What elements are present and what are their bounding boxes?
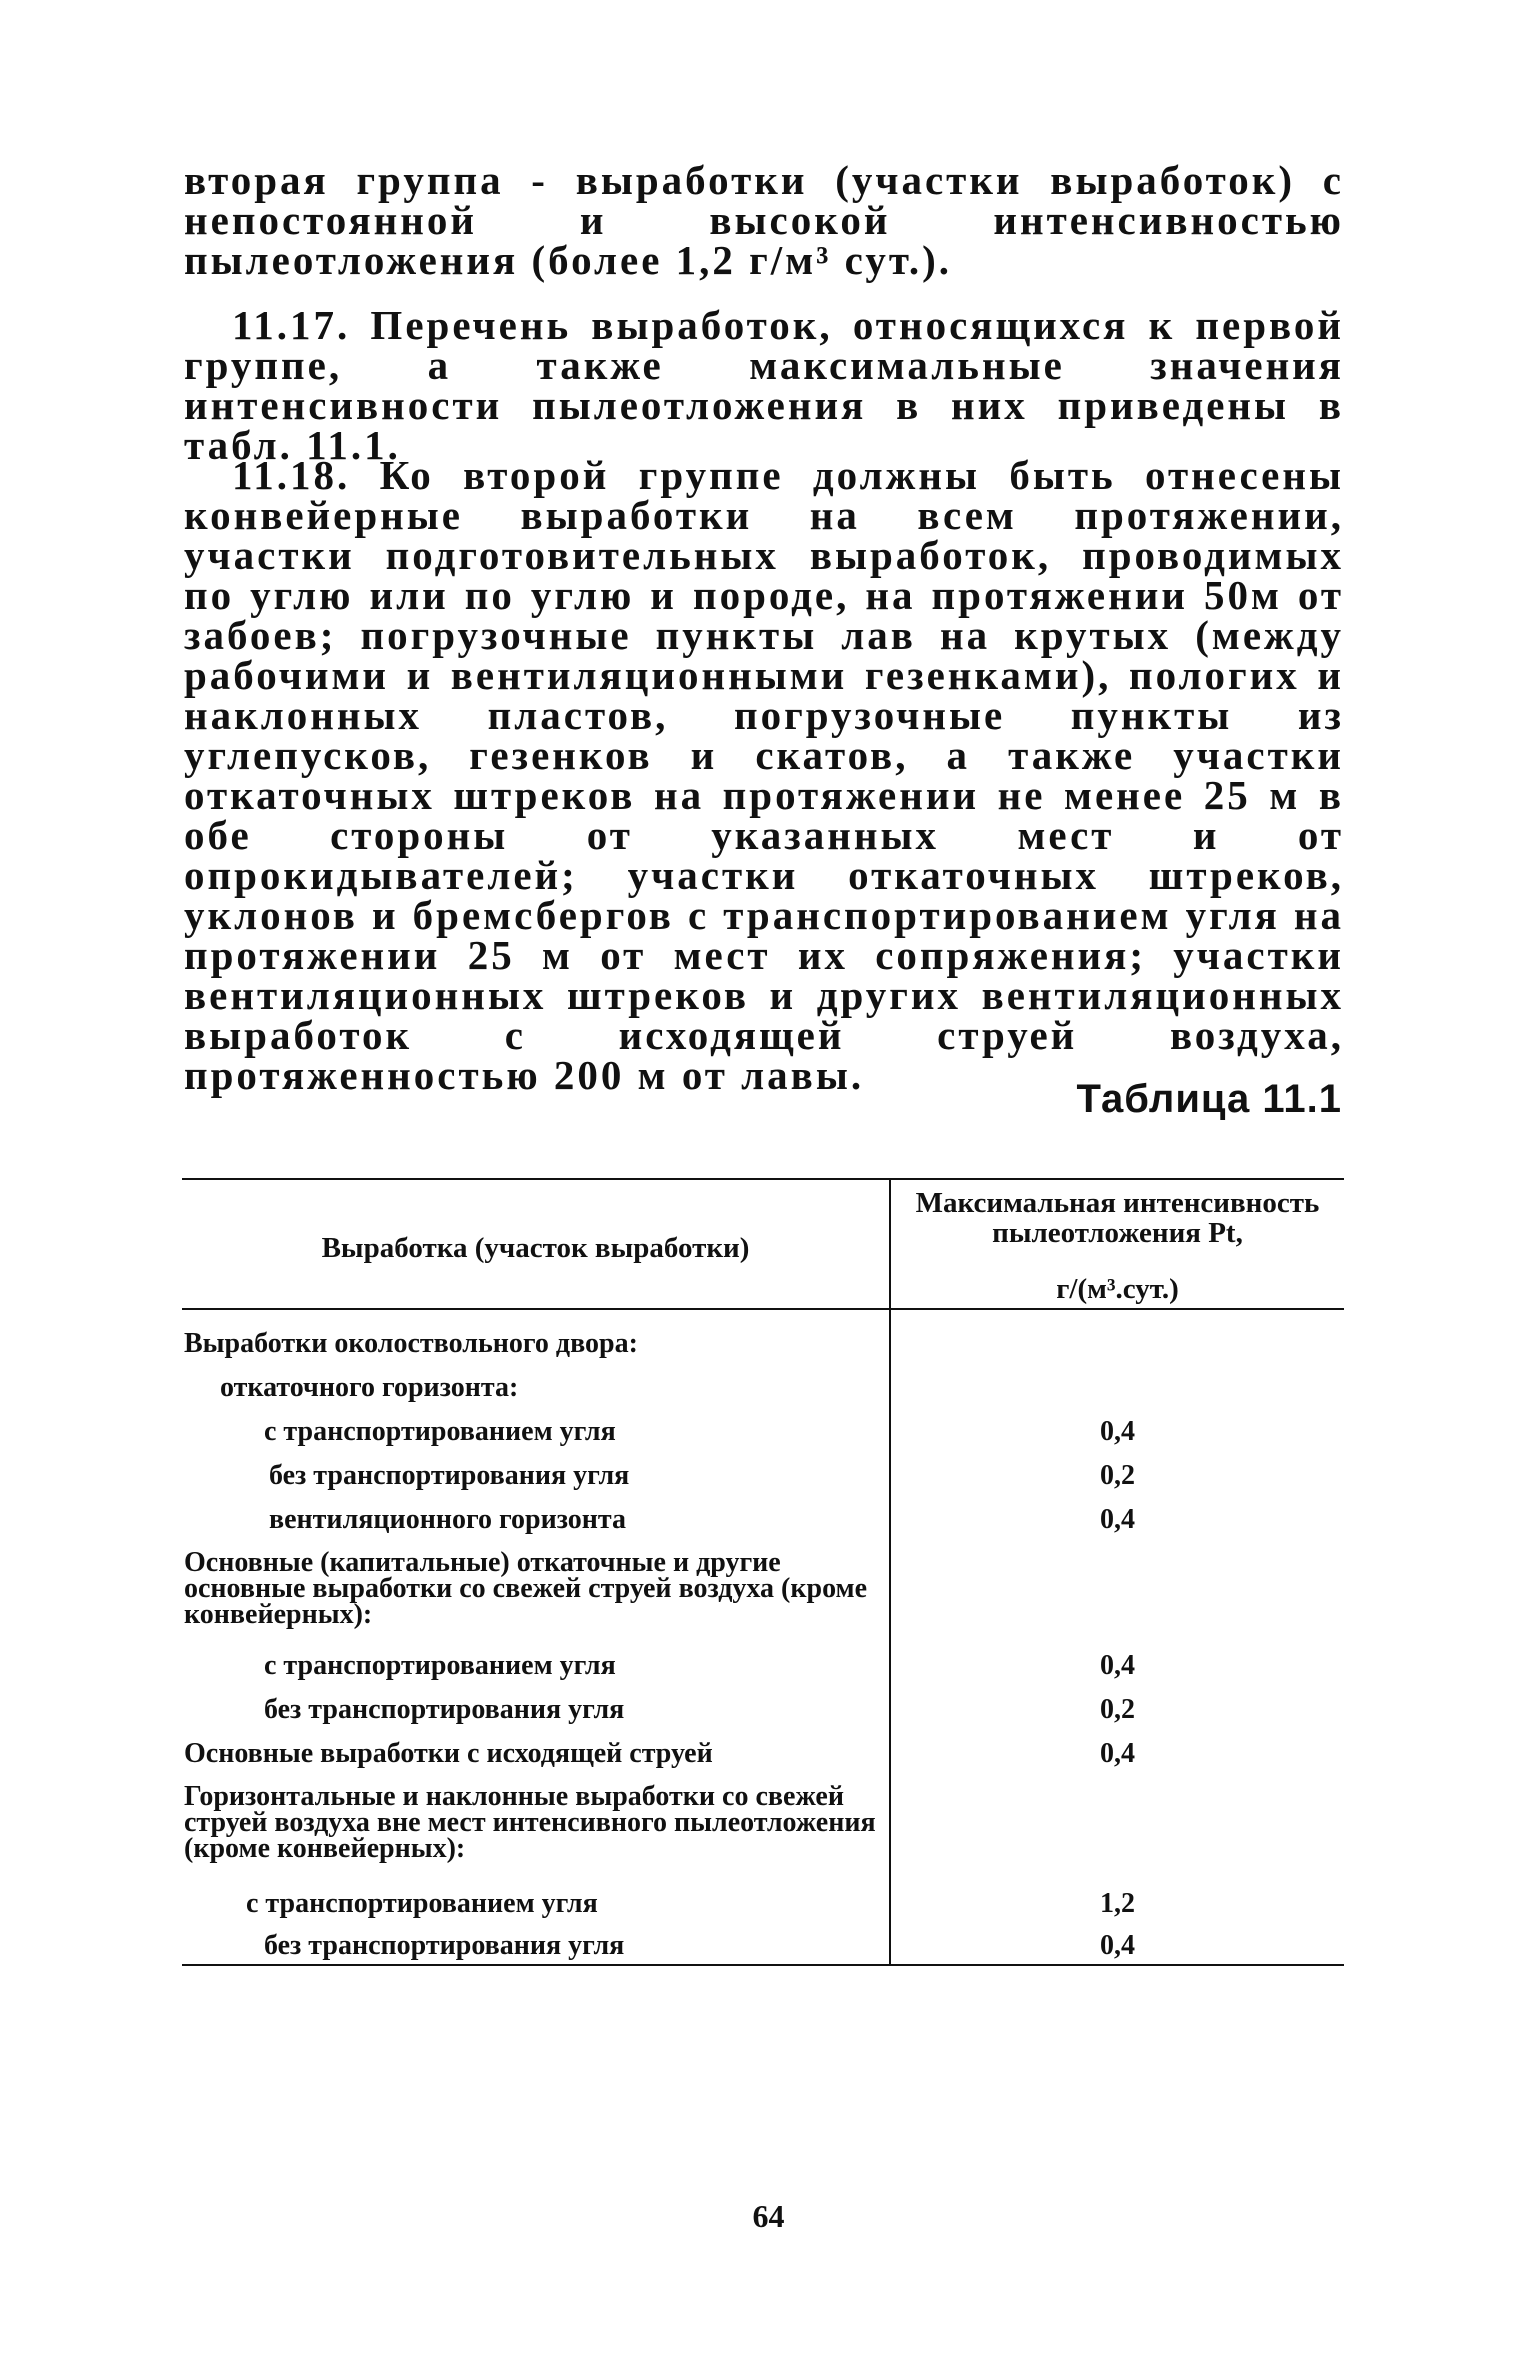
row-value: 0,2	[1100, 1460, 1135, 1491]
paragraph-second-group: вторая группа - выработки (участки выработок) с непостоянной и высокой интенсивностью пылеотложения (более 1,2 г/м³ сут.).	[184, 157, 1344, 283]
row-label: откаточного горизонта:	[220, 1372, 519, 1403]
row-label: с транспортированием угля	[264, 1650, 616, 1681]
row-value: 1,2	[1100, 1888, 1135, 1919]
row-label: Основные (капитальные) откаточные и другие основные выработки со свежей струей воздуха (кроме конвейерных):	[184, 1547, 868, 1630]
row-label: Основные выработки с исходящей струей	[184, 1738, 713, 1769]
row-label: вентиляционного горизонта	[269, 1504, 627, 1535]
row-value: 0,4	[1100, 1738, 1135, 1769]
row-value: 0,2	[1100, 1694, 1135, 1725]
table-header-rule	[182, 1308, 1344, 1310]
table-header-unit: г/(м³.сут.)	[1056, 1273, 1179, 1305]
page-number: 64	[752, 2198, 785, 2234]
row-label: без транспортирования угля	[264, 1930, 625, 1961]
table-title: Таблица 11.1	[1076, 1077, 1342, 1121]
paragraph-11-17: 11.17. Перечень выработок, относящихся к первой группе, а также максимальные значения интенсивности пылеотложения в них приведены в табл. 11.1.	[184, 302, 1344, 468]
row-label: без транспортирования угля	[264, 1694, 625, 1725]
table-bottom-rule	[182, 1964, 1344, 1966]
row-label: без транспортирования угля	[269, 1460, 630, 1491]
row-value: 0,4	[1100, 1504, 1135, 1535]
paragraph-11-18: 11.18. Ко второй группе должны быть отнесены конвейерные выработки на всем протяжении, участки подготовительных выработок, проводимых по углю или по углю и породе, на протяжении 50м от забоев; погрузочные пункты лав на крутых (между рабочими и вентиляционными гезенками), пологих и наклонных пластов, погрузочные пункты из углепусков, гезенков и скатов, а также участки откаточных штреков на протяжении не менее 25 м в обе стороны от указанных мест и от опрокидывателей; участки откаточных штреков, уклонов и бремсбергов с транспортированием угля на протяжении 25 м от мест их сопряжения; участки вентиляционных штреков и других вентиляционных выработок с исходящей струей воздуха, протяженностью 200 м от лавы.	[184, 452, 1344, 1098]
row-label: с транспортированием угля	[246, 1888, 598, 1919]
row-value: 0,4	[1100, 1930, 1135, 1961]
row-label: с транспортированием угля	[264, 1416, 616, 1447]
table-header-intensity: Максимальная интенсивность пылеотложения Pt,	[915, 1187, 1320, 1249]
row-value: 0,4	[1100, 1650, 1135, 1681]
row-label: Выработки околоствольного двора:	[184, 1328, 638, 1359]
row-value: 0,4	[1100, 1416, 1135, 1447]
table-top-rule	[182, 1178, 1344, 1180]
table-header-workings: Выработка (участок выработки)	[321, 1232, 750, 1264]
row-label: Горизонтальные и наклонные выработки со свежей струей воздуха вне мест интенсивного пылеотложения (кроме конвейерных):	[184, 1781, 876, 1864]
